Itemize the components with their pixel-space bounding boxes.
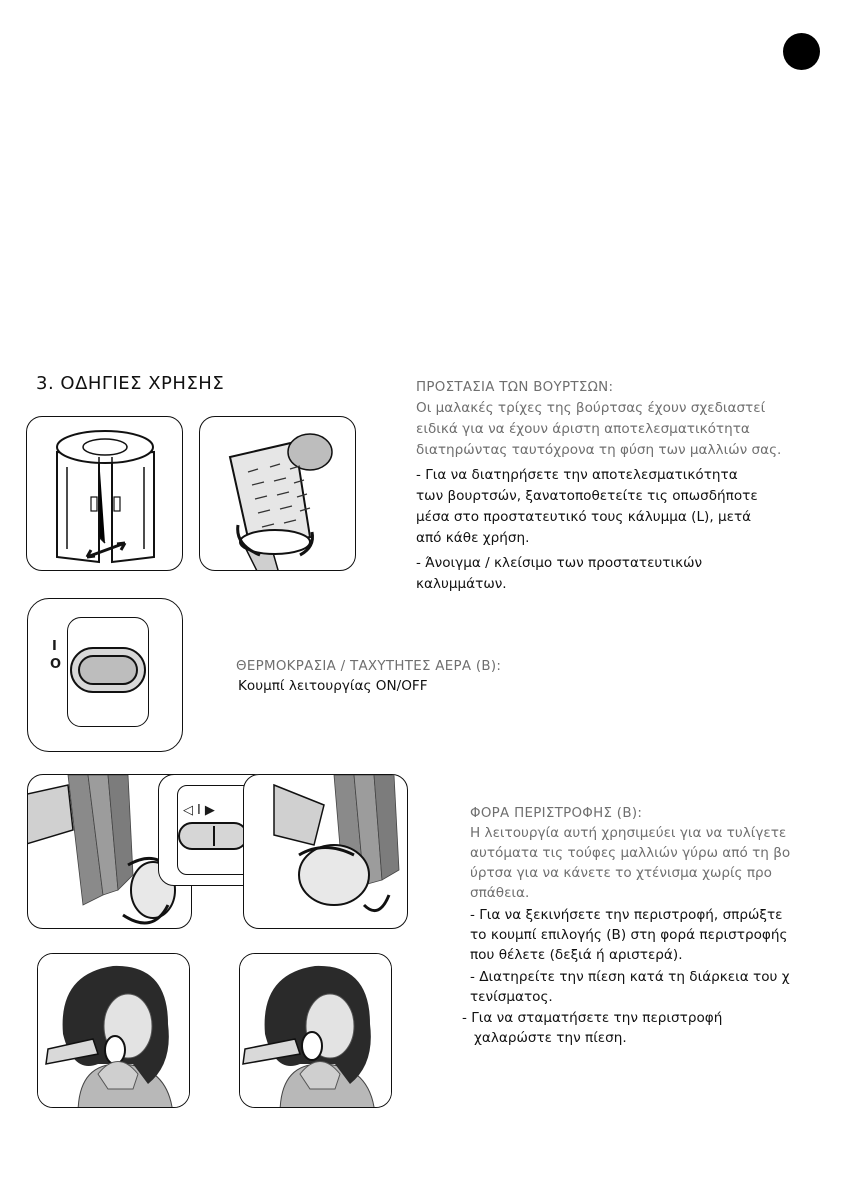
rotation-title: ΦΟΡΑ ΠΕΡΙΣΤΡΟΦΗΣ (B): [470, 806, 643, 821]
rotate-left-icon: ◁ [183, 803, 197, 818]
woman-left-illustration [37, 953, 190, 1108]
rotation-right-illustration [243, 774, 408, 929]
rotation-instruction-line: το κουμπί επιλογής (B) στη φορά περιστροφής [470, 927, 788, 943]
section-heading: 3. ΟΔΗΓΙΕΣ ΧΡΗΣΗΣ [36, 373, 225, 394]
brush-protection-instruction-line: - Άνοιγμα / κλείσιμο των προστατευτικών [416, 555, 703, 571]
woman-left-drawing [38, 954, 190, 1108]
brush-illustration [199, 416, 356, 571]
brush-protection-title: ΠΡΟΣΤΑΣΙΑ ΤΩΝ ΒΟΥΡΤΣΩΝ: [416, 380, 614, 395]
rotation-instruction-line: - Για να σταματήσετε την περιστροφή [462, 1010, 723, 1026]
woman-right-illustration [239, 953, 392, 1108]
rotation-switch-button [178, 822, 248, 850]
brush-protection-instruction-line: - Για να διατηρήσετε την αποτελεσματικότητα [416, 467, 738, 483]
rotation-right-drawing [244, 775, 408, 929]
rotation-instruction-line: χαλαρώστε την πίεση. [474, 1030, 627, 1046]
brush-protection-intro-line: ειδικά για να έχουν άριστη αποτελεσματικότητα [416, 421, 750, 437]
switch-off-label: O [50, 657, 62, 672]
woman-right-drawing [240, 954, 392, 1108]
rotation-intro-line: Η λειτουργία αυτή χρησιμεύει για να τυλίγετε [470, 825, 787, 841]
rotation-intro-line: ύρτσα για να κάνετε το χτένισμα χωρίς προ [470, 865, 772, 881]
brush-protection-instruction-line: από κάθε χρήση. [416, 530, 530, 546]
brush-drawing [200, 417, 356, 571]
rotation-intro-line: σπάθεια. [470, 885, 530, 901]
rotation-instruction-line: που θέλετε (δεξιά ή αριστερά). [470, 947, 683, 963]
switch-on-label: I [52, 639, 57, 654]
rotation-instruction-line: - Διατηρείτε την πίεση κατά τη διάρκεια του χ [470, 969, 790, 985]
rotation-instruction-line: - Για να ξεκινήσετε την περιστροφή, σπρώξτε [470, 907, 783, 923]
rotate-center-icon: I [197, 803, 205, 818]
brush-protection-instruction-line: των βουρτσών, ξανατοποθετείτε τις οπωσδήποτε [416, 488, 758, 504]
page-marker-dot [783, 33, 820, 70]
protective-cover-drawing [27, 417, 183, 571]
brush-protection-intro-line: Οι μαλακές τρίχες της βούρτσας έχουν σχεδιαστεί [416, 400, 766, 416]
temperature-subtitle: Κουμπί λειτουργίας ON/OFF [238, 678, 428, 694]
brush-protection-intro-line: διατηρώντας ταυτόχρονα τη φύση των μαλλιών σας. [416, 442, 782, 458]
cover-illustration [26, 416, 183, 571]
switch-button [70, 647, 146, 693]
rotation-instruction-line: τενίσματος. [470, 989, 553, 1005]
switch-illustration [27, 598, 183, 752]
brush-protection-instruction-line: μέσα στο προστατευτικό τους κάλυμμα (L), μετά [416, 509, 752, 525]
brush-protection-instruction-line: καλυμμάτων. [416, 576, 507, 592]
rotate-right-icon: ▶ [204, 803, 219, 818]
rotation-intro-line: αυτόματα τις τούφες μαλλιών γύρω από τη βο [470, 845, 791, 861]
temperature-title: ΘΕΡΜΟΚΡΑΣΙΑ / ΤΑΧΥΤΗΤΕΣ ΑΕΡΑ (B): [236, 659, 502, 674]
